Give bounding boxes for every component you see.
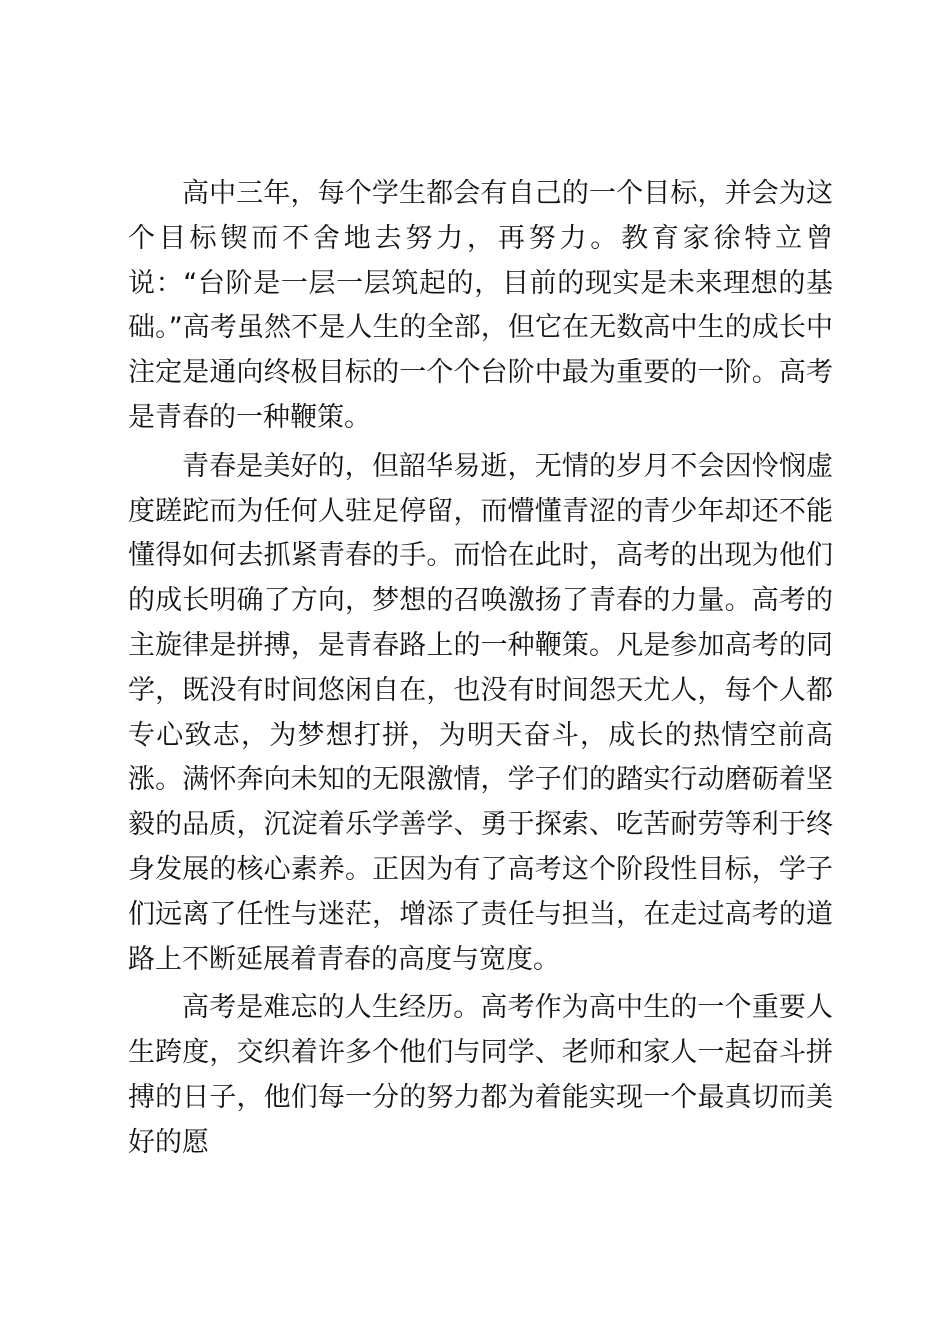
paragraph-1: 高中三年，每个学生都会有自己的一个目标，并会为这个目标锲而不舍地去努力，再努力。教育家徐特立曾说：“台阶是一层一层筑起的，目前的现实是未来理想的基础。”高考虽然不是人生的全部，但它在无数高中生的成长中注定是通向终极目标的一个个台阶中最为重要的一阶。高考是青春的一种鞭策。 — [128, 178, 833, 433]
document-body — [128, 172, 833, 1170]
paragraph-2: 青春是美好的，但韶华易逝，无情的岁月不会因怜悯虚度蹉跎而为任何人驻足停留，而懵懂青涩的青少年却还不能懂得如何去抓紧青春的手。而恰在此时，高考的出现为他们的成长明确了方向，梦想的召唤激扬了青春的力量。高考的主旋律是拼搏，是青春路上的一种鞭策。凡是参加高考的同学，既没有时间悠闲自在，也没有时间怨天尤人，每个人都专心致志，为梦想打拼，为明天奋斗，成长的热情空前高涨。满怀奔向未知的无限激情，学子们的踏实行动磨砺着坚毅的品质，沉淀着乐学善学、勇于探索、吃苦耐劳等利于终身发展的核心素养。正因为有了高考这个阶段性目标，学子们远离了任性与迷茫，增添了责任与担当，在走过高考的道路上不断延展着青春的高度与宽度。 — [128, 450, 833, 975]
paragraph-3: 高考是难忘的人生经历。高考作为高中生的一个重要人生跨度，交织着许多个他们与同学、老师和家人一起奋斗拼搏的日子，他们每一分的努力都为着能实现一个最真切而美好的愿 — [128, 992, 833, 1158]
